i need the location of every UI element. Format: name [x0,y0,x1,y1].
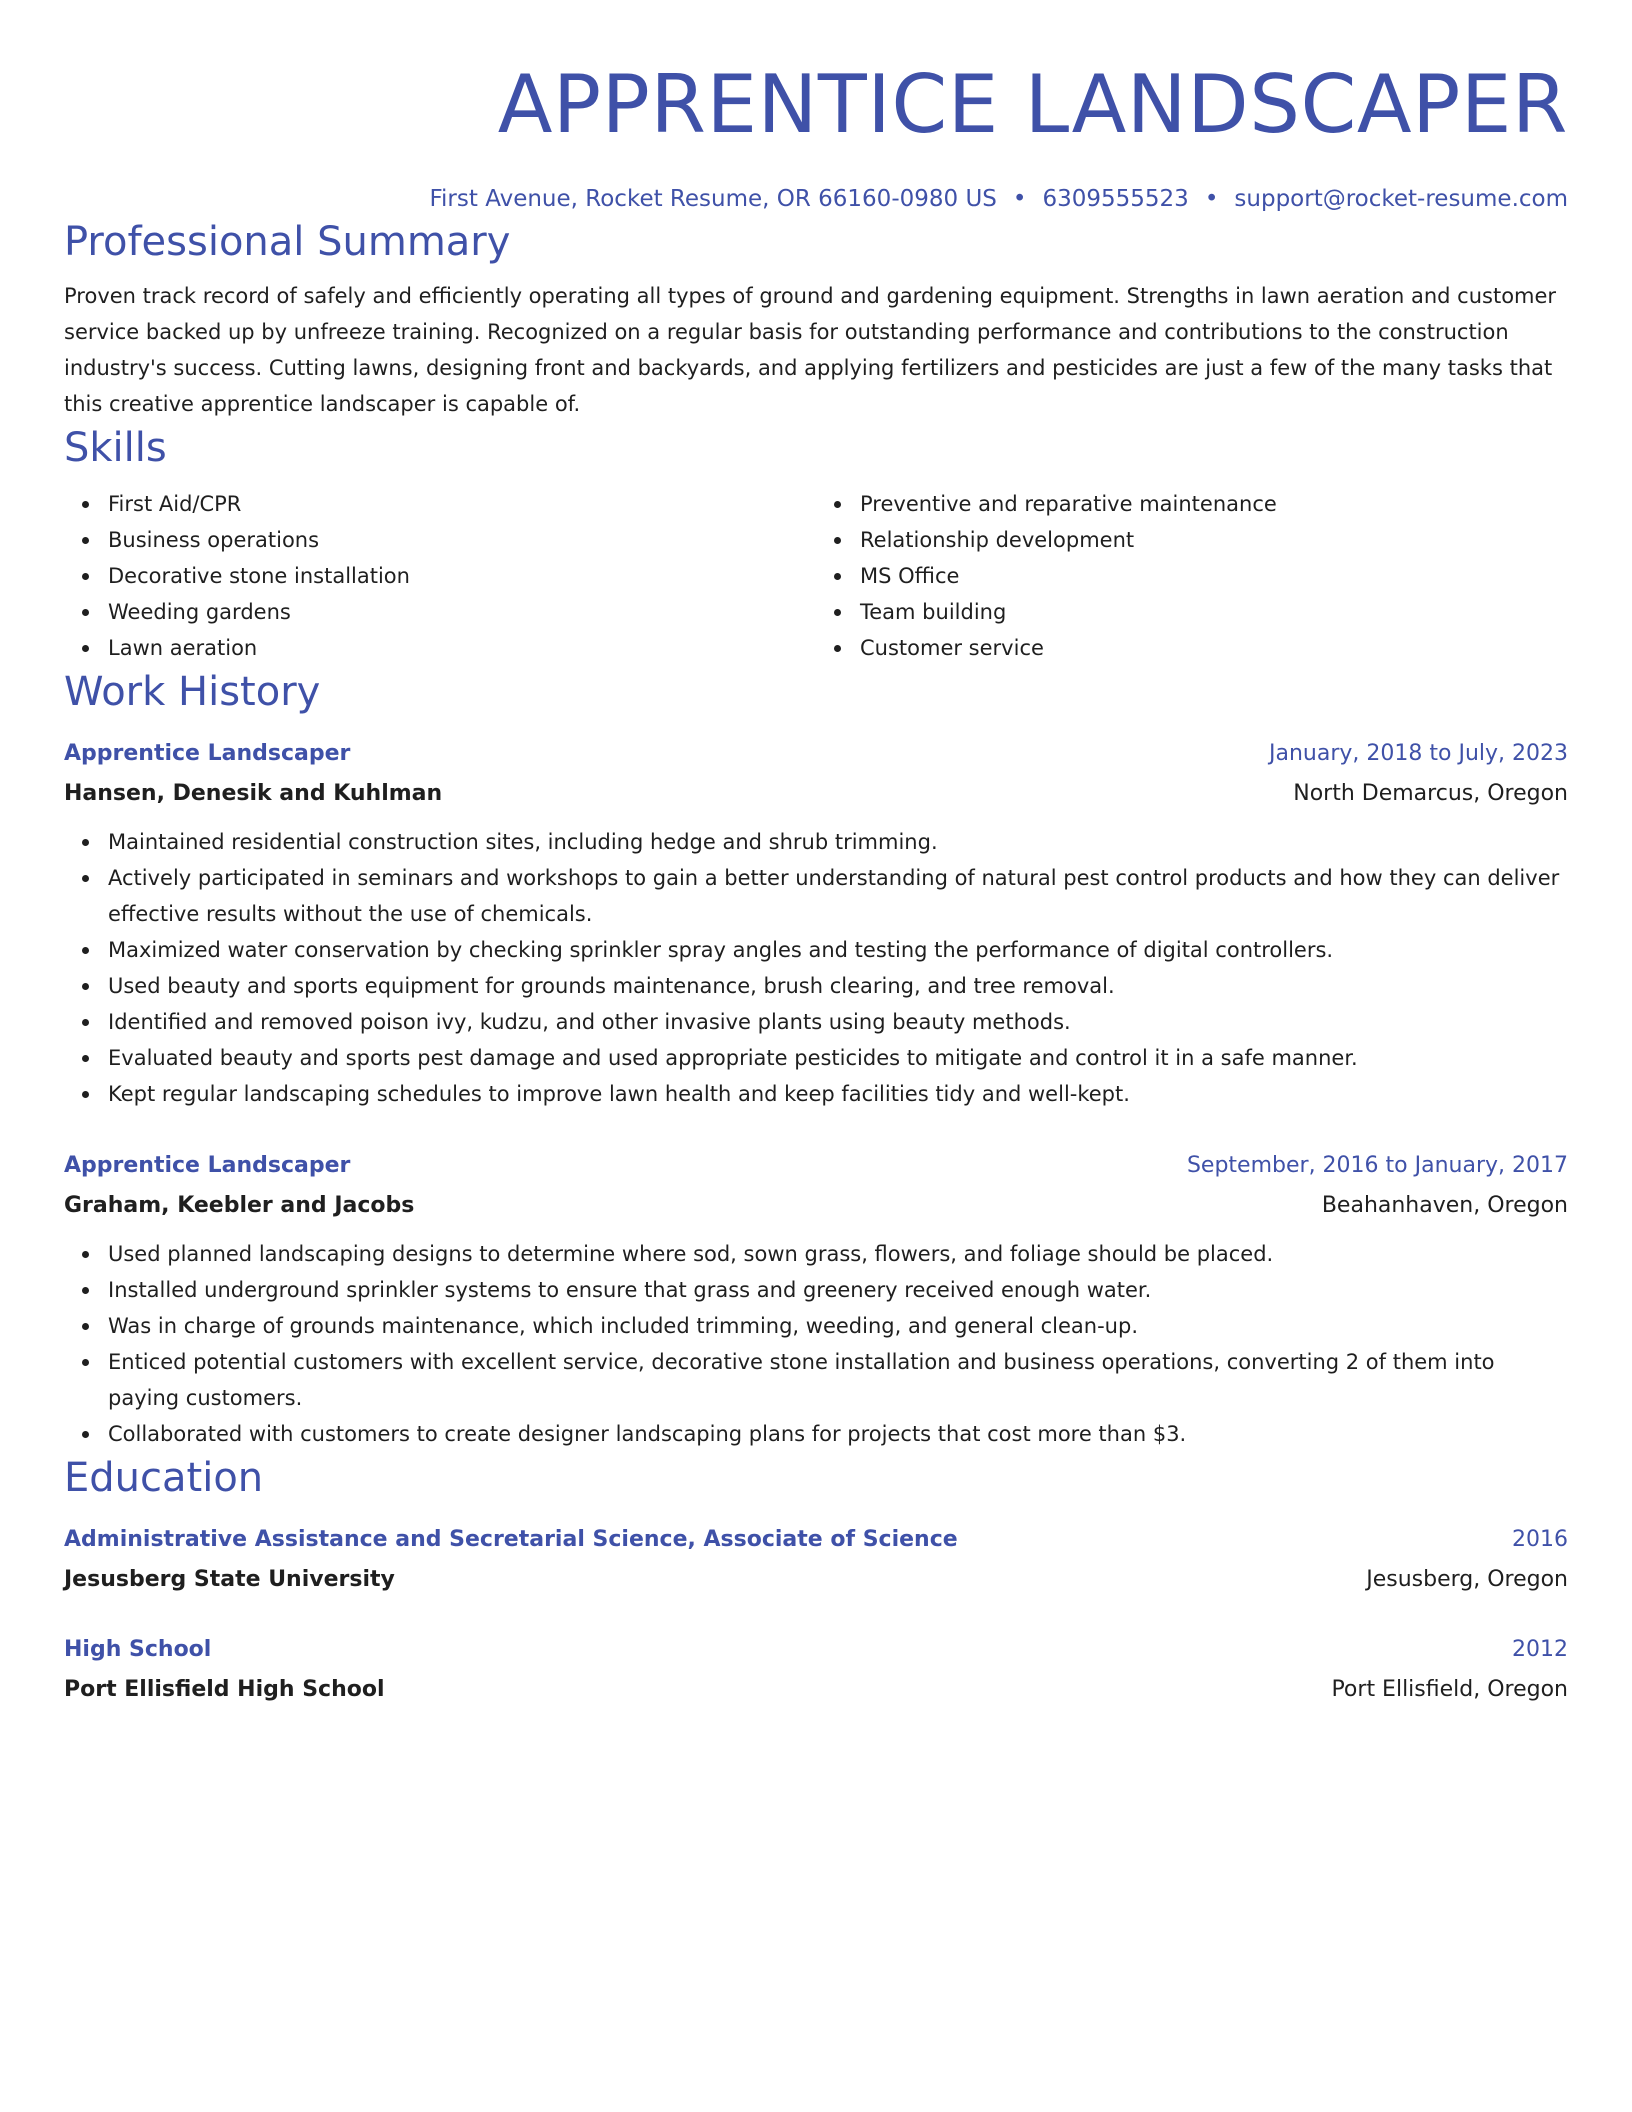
contact-separator: • [1012,186,1027,212]
work-entry [64,1146,1568,1452]
job-company: Hansen, Denesik and Kuhlman [64,781,443,806]
job-dates: January, 2018 to July, 2023 [1269,741,1568,766]
education-degree: High School [64,1637,212,1662]
work-entry-header [64,734,1568,774]
skills-heading: Skills [64,425,167,471]
education-entry-header [64,1630,1568,1670]
skill-item: First Aid/CPR [108,486,816,522]
summary-heading: Professional Summary [64,219,511,265]
education-year: 2016 [1512,1527,1568,1552]
education-school: Jesusberg State University [64,1567,395,1592]
job-bullet: Installed underground sprinkler systems to ensure that grass and greenery received enough water. [108,1272,1568,1308]
job-bullet: Actively participated in seminars and workshops to gain a better understanding of natural pest control products and how they can deliver effective results without the use of chemicals. [108,860,1568,932]
job-bullet: Used planned landscaping designs to determine where sod, sown grass, flowers, and foliage should be placed. [108,1236,1568,1272]
work-entry-subheader [64,774,1568,814]
work-entry [64,734,1568,1112]
summary-text: Proven track record of safely and efficiently operating all types of ground and gardening equipment. Strengths in lawn aeration and customer service backed up by unfreeze training. Recognized on a regular basis for outstanding performance and contributions to the construction industry's success. Cutting lawns, designing front and backyards, and applying fertilizers and pesticides are just a few of the many tasks that this creative apprentice landscaper is capable of. [64,284,1557,416]
skill-item: Weeding gardens [108,594,816,630]
contact-address: First Avenue, Rocket Resume, OR 66160-0980 US [429,186,997,212]
contact-separator: • [1204,186,1219,212]
job-bullet: Enticed potential customers with excellent service, decorative stone installation and business operations, converting 2 of them into paying customers. [108,1344,1568,1416]
education-year: 2012 [1512,1637,1568,1662]
work-entry-header [64,1146,1568,1186]
education-degree: Administrative Assistance and Secretarial Science, Associate of Science [64,1527,958,1552]
job-bullet: Evaluated beauty and sports pest damage and used appropriate pesticides to mitigate and control it in a safe manner. [108,1040,1568,1076]
education-school: Port Ellisfield High School [64,1677,385,1702]
resume-name-title: APPRENTICE LANDSCAPER [497,58,1568,151]
education-entry-header [64,1520,1568,1560]
contact-line [64,182,1568,216]
skill-item: Relationship development [860,522,1568,558]
skill-item: Team building [860,594,1568,630]
education-entry-subheader [64,1560,1568,1600]
education-entry [64,1630,1568,1710]
skills-list [64,486,1568,666]
education-location: Jesusberg, Oregon [1366,1567,1568,1592]
education-entry-subheader [64,1670,1568,1710]
education-location: Port Ellisfield, Oregon [1331,1677,1568,1702]
education-entry [64,1520,1568,1600]
education-heading: Education [64,1455,264,1501]
skill-item: Customer service [860,630,1568,666]
job-bullet: Maintained residential construction sites, including hedge and shrub trimming. [108,824,1568,860]
skills-column-right [816,486,1568,666]
skill-item: Decorative stone installation [108,558,816,594]
job-location: Beahanhaven, Oregon [1321,1193,1568,1218]
job-bullet: Collaborated with customers to create designer landscaping plans for projects that cost more than $3. [108,1416,1568,1452]
job-bullets [64,1236,1568,1452]
job-bullet: Kept regular landscaping schedules to improve lawn health and keep facilities tidy and well-kept. [108,1076,1568,1112]
job-dates: September, 2016 to January, 2017 [1186,1153,1568,1178]
skill-item: MS Office [860,558,1568,594]
skills-column-left [64,486,816,666]
contact-email: support@rocket-resume.com [1234,186,1568,212]
job-bullets [64,824,1568,1112]
skill-item: Business operations [108,522,816,558]
job-bullet: Maximized water conservation by checking sprinkler spray angles and testing the performance of digital controllers. [108,932,1568,968]
job-location: North Demarcus, Oregon [1293,781,1568,806]
contact-phone: 6309555523 [1042,186,1189,212]
job-bullet: Identified and removed poison ivy, kudzu, and other invasive plants using beauty methods. [108,1004,1568,1040]
skill-item: Preventive and reparative maintenance [860,486,1568,522]
skill-item: Lawn aeration [108,630,816,666]
work-history-heading: Work History [64,669,321,715]
job-bullet: Used beauty and sports equipment for grounds maintenance, brush clearing, and tree removal. [108,968,1568,1004]
job-bullet: Was in charge of grounds maintenance, which included trimming, weeding, and general clean-up. [108,1308,1568,1344]
job-company: Graham, Keebler and Jacobs [64,1193,415,1218]
job-title: Apprentice Landscaper [64,1153,351,1178]
work-entry-subheader [64,1186,1568,1226]
job-title: Apprentice Landscaper [64,741,351,766]
